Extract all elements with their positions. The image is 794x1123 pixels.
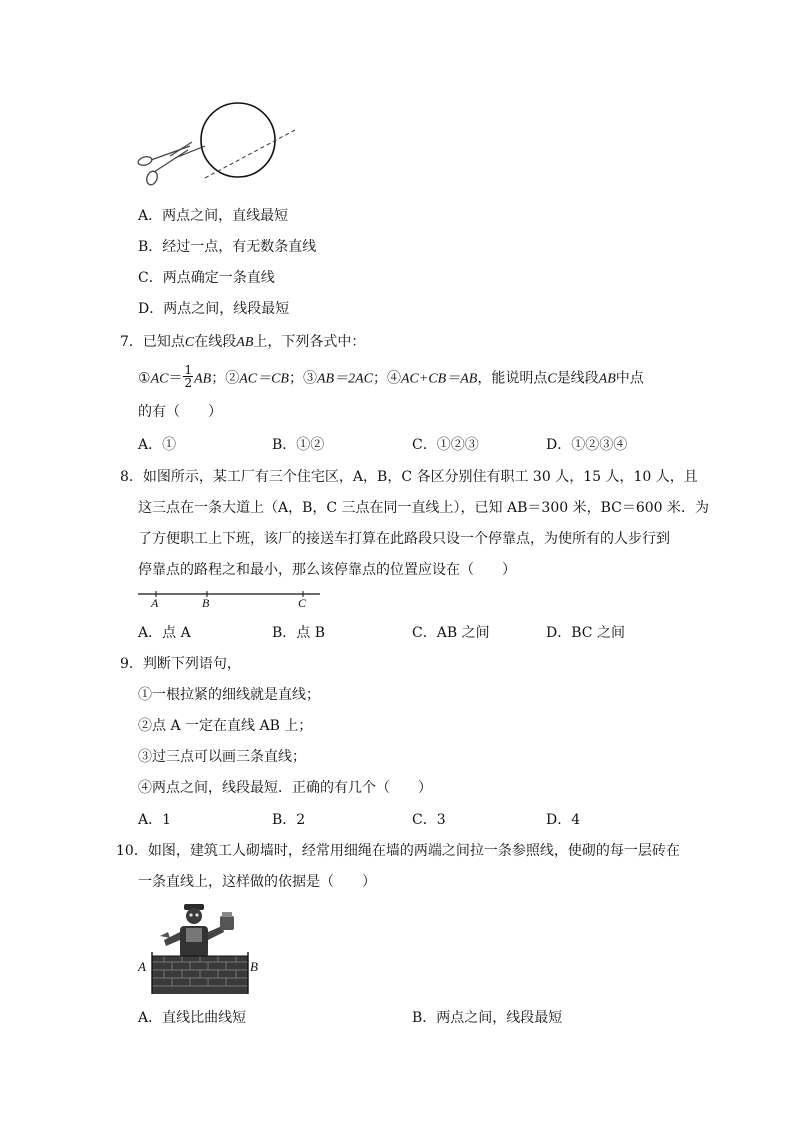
q8-road-figure (136, 586, 322, 610)
q6-option-c[interactable]: C．两点确定一条直线 (138, 270, 275, 286)
q8-line2: 这三点在一条大道上（A，B，C 三点在同一直线上），已知 AB＝300 米，BC＝600 米．为 (138, 500, 710, 516)
q9-number: 9． (120, 656, 143, 672)
q10-number: 10． (116, 843, 148, 859)
q7-line3: 的有（ ） (138, 404, 222, 420)
fraction-one-half: $\frac{1}{2}$ (184, 363, 193, 390)
q9-stem: 9．判断下列语句， (120, 656, 241, 672)
q9-item-4: ④两点之间，线段最短．正确的有几个（ ） (138, 780, 432, 796)
paper-circle (201, 103, 275, 177)
q8-line3: 了方便职工上下班，该厂的接送车打算在此路段只设一个停靠点，为使所有的人步行到 (138, 531, 670, 547)
q8-line4: 停靠点的路程之和最小，那么该停靠点的位置应设在（ ） (138, 562, 516, 578)
q9-option-c[interactable]: C．3 (412, 812, 446, 828)
scissors-icon (137, 142, 192, 186)
point-label-a: A (151, 596, 159, 610)
q8-number: 8． (120, 469, 143, 485)
q8-option-a[interactable]: A．点 A (138, 625, 191, 641)
bricklayer-figure (136, 896, 266, 996)
endpoint-label-b: B (250, 959, 258, 974)
q7-option-b[interactable]: B．①② (272, 437, 325, 453)
q7-stem: 7．已知点C在线段AB上，下列各式中： (120, 334, 366, 350)
q10-line1: 10．如图，建筑工人砌墙时，经常用细绳在墙的两端之间拉一条参照线，使砌的每一层砖在 (116, 843, 680, 859)
brick-wall (152, 956, 248, 994)
q6-option-d[interactable]: D．两点之间，线段最短 (138, 301, 290, 317)
cut-line-dashed (205, 130, 295, 178)
q7-option-a[interactable]: A．① (138, 437, 177, 453)
q8-option-b[interactable]: B．点 B (272, 625, 326, 641)
q7-option-c[interactable]: C．①②③ (412, 437, 479, 453)
q9-item-3: ③过三点可以画三条直线； (138, 749, 306, 765)
q8-option-c[interactable]: C．AB 之间 (412, 625, 490, 641)
q9-option-d[interactable]: D．4 (546, 812, 581, 828)
q10-line2: 一条直线上，这样做的依据是（ ） (138, 874, 376, 890)
q8-line1: 8．如图所示，某工厂有三个住宅区，A，B，C 各区分别住有职工 30 人，15 人，10 人，且 (120, 469, 698, 485)
worker-illustration (160, 904, 234, 958)
q7-number: 7． (120, 334, 143, 350)
q9-option-b[interactable]: B．2 (272, 812, 306, 828)
q10-option-a[interactable]: A．直线比曲线短 (138, 1010, 247, 1026)
point-label-b: B (202, 596, 210, 610)
point-label-c: C (298, 596, 307, 610)
q7-expression: ①AC＝ $\frac{1}{2}$ AB；②AC＝CB；③AB＝2AC；④AC+CB＝AB，能说明点C是线段AB中点 (138, 363, 644, 390)
scissors-circle-figure (130, 98, 305, 193)
q6-option-a[interactable]: A．两点之间，直线最短 (138, 208, 289, 224)
q8-option-d[interactable]: D．BC 之间 (546, 625, 625, 641)
q9-item-2: ②点 A 一定在直线 AB 上； (138, 718, 313, 734)
q9-option-a[interactable]: A．1 (138, 812, 172, 828)
endpoint-label-a: A (138, 959, 146, 974)
q9-item-1: ①一根拉紧的细线就是直线； (138, 687, 320, 703)
q10-option-b[interactable]: B．两点之间，线段最短 (412, 1010, 563, 1026)
q6-option-b[interactable]: B．经过一点，有无数条直线 (138, 239, 317, 255)
q7-option-d[interactable]: D．①②③④ (546, 437, 628, 453)
